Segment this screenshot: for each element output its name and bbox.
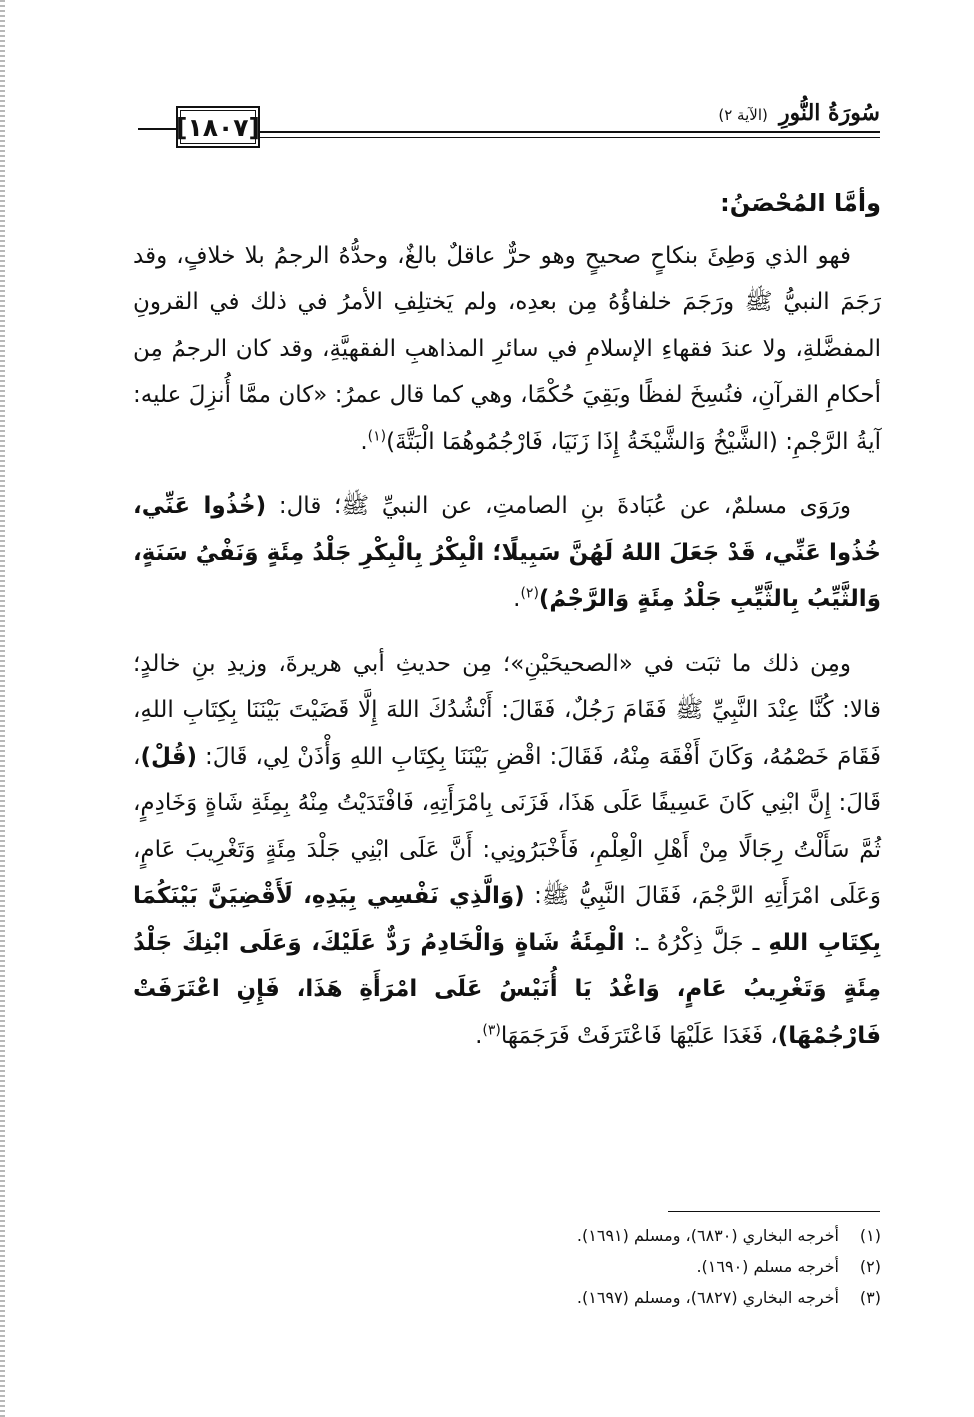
ayah-reference: (الآية ٢) — [718, 106, 768, 124]
footnote-1 — [133, 1220, 881, 1251]
footnote-text: أخرجه البخاري (٦٨٣٠)، ومسلم (١٦٩١). — [576, 1226, 839, 1245]
page-number-frame — [176, 106, 260, 148]
footnote-text: أخرجه البخاري (٦٨٢٧)، ومسلم (١٦٩٧). — [576, 1288, 839, 1307]
paragraph-3-text-b: ، قَالَ: إِنَّ ابْنِي كَانَ عَسِيفًا عَلَى هَذَا، فَزَنَى بِامْرَأَتِهِ، فَافْتَدَيْتُ مِنْهُ بِمِئَةِ شَاةٍ وَخَادِمٍ، ثُمَّ سَأَلْتُ رِجَالًا مِنْ أَهْلِ الْعِلْمِ، فَأَخْبَرُونِي: أَنَّ عَلَى ابْنِي جَلْدَ مِئَةٍ وَتَغْرِيبَ عَامٍ، وَعَلَى امْرَأَتِهِ الرَّجْمَ، فَقَالَ النَّبِيُّ ﷺ: — [133, 743, 882, 909]
footnote-text: أخرجه مسلم (١٦٩٠). — [696, 1257, 839, 1276]
paragraph-3-text-a: ومِن ذلك ما ثبَت في «الصحيحَيْنِ»؛ مِن حديثِ أبي هريرةَ، وزيدِ بنِ خالدٍ؛ قالا: كُنَّا عِنْدَ النَّبِيِّ ﷺ فَقَامَ رَجُلٌ، فَقَالَ: أَنْشُدُكَ اللهَ إِلَّا قَضَيْتَ بَيْنَنَا بِكِتَابِ اللهِ، فَقَامَ خَصْمُهُ، وَكَانَ أَفْقَهَ مِنْهُ، فَقَالَ: اقْضِ بَيْنَنَا بِكِتَابِ اللهِ وَأْذَنْ لِي، قَالَ: — [133, 650, 881, 770]
surah-title: سُورَةُ النُّورِ — [778, 100, 880, 126]
footnotes — [133, 1220, 881, 1313]
footnote-number: (٢) — [859, 1257, 881, 1276]
footnote-number: (٣) — [859, 1288, 881, 1307]
footnote-ref-1: (١) — [367, 427, 387, 444]
paragraph-3-text-d: ، فَغَدَا عَلَيْهَا فَاعْتَرَفَتْ فَرَجَمَهَا — [500, 1022, 778, 1049]
running-header — [138, 98, 880, 158]
footnote-separator — [668, 1211, 880, 1212]
hadith-text-3a: (وَالَّذِي نَفْسِي بِيَدِهِ، لَأَقْضِيَنَّ بَيْنَكُمَا بِكِتَابِ اللهِ — [133, 883, 882, 956]
scan-edge-artifact — [0, 0, 5, 1417]
footnote-2 — [133, 1251, 881, 1282]
page-number: [١٨٠٧] — [180, 110, 256, 144]
paragraph-1-end: . — [360, 428, 368, 455]
main-text — [133, 180, 881, 1077]
section-heading: وأمَّا المُحْصَنُ: — [720, 189, 881, 217]
surah-title-block — [710, 100, 880, 126]
paragraph-2-intro: ورَوَى مسلمٌ، عن عُبَادةَ بنِ الصامتِ، عن النبيِّ ﷺ؛ قال: — [266, 493, 852, 519]
footnote-ref-2: (٢) — [520, 585, 539, 602]
hadith-text-3b: الْمِئَةُ شَاةٍ وَالْخَادِمُ رَدٌّ عَلَيْكَ، وَعَلَى ابْنِكَ جَلْدُ مِئَةٍ وَتَغْرِيبُ عَامٍ، وَاغْدُ يَا أُنَيْسُ عَلَى امْرَأَةِ هَذَا، فَإِنِ اعْتَرَفَتْ فَارْجُمْهَا) — [133, 929, 881, 1049]
paragraph-3 — [133, 641, 881, 1060]
footnote-ref-3: (٣) — [482, 1021, 501, 1038]
paragraph-2-end: . — [513, 586, 521, 612]
hadith-text-2: (خُذُوا عَنِّي، خُذُوا عَنِّي، قَدْ جَعَلَ اللهُ لَهُنَّ سَبِيلًا؛ الْبِكْرُ بِالْبِكْرِ جَلْدُ مِئَةٍ وَنَفْيُ سَنَةٍ، وَالثَّيِّبُ بِالثَّيِّبِ جَلْدُ مِئَةٍ وَالرَّجْمُ) — [133, 493, 881, 612]
header-rule-right-thin — [260, 137, 880, 138]
hadith-qul: (قُلْ) — [140, 743, 198, 770]
paragraph-3-text-c: ـ جَلَّ ذِكْرُهُ ـ: — [624, 929, 769, 956]
paragraph-1 — [133, 233, 881, 466]
header-rule-right — [260, 131, 880, 133]
paragraph-1-text: فهو الذي وَطِئَ بنكاحٍ صحيحٍ وهو حرٌّ عاقلٌ بالغٌ، وحدُّهُ الرجمُ بلا خلافٍ، وقد رَجَمَ النبيُّ ﷺ ورَجَمَ خلفاؤُهُ مِن بعدِه، ولم يَختلِفِ الأمرُ في ذلك في القرونِ المفضَّلةِ، ولا عندَ فقهاءِ الإسلامِ في سائرِ المذاهبِ الفقهيَّةِ، وقد كان الرجمُ مِن أحكامِ القرآنِ، فنُسِخَ لفظًا وبَقِيَ حُكْمًا، وهي كما قال عمرُ: «كان ممَّا أُنزِلَ عليه: آيةُ الرَّجْمِ: (الشَّيْخُ وَالشَّيْخَةُ إِذَا زَنَيَا، فَارْجُمُوهُمَا الْبَتَّةَ) — [133, 242, 881, 455]
footnote-3 — [133, 1282, 881, 1313]
paragraph-2 — [133, 483, 881, 623]
header-rule-left — [138, 128, 176, 130]
footnote-number: (١) — [859, 1226, 881, 1245]
paragraph-3-end: . — [475, 1022, 483, 1049]
